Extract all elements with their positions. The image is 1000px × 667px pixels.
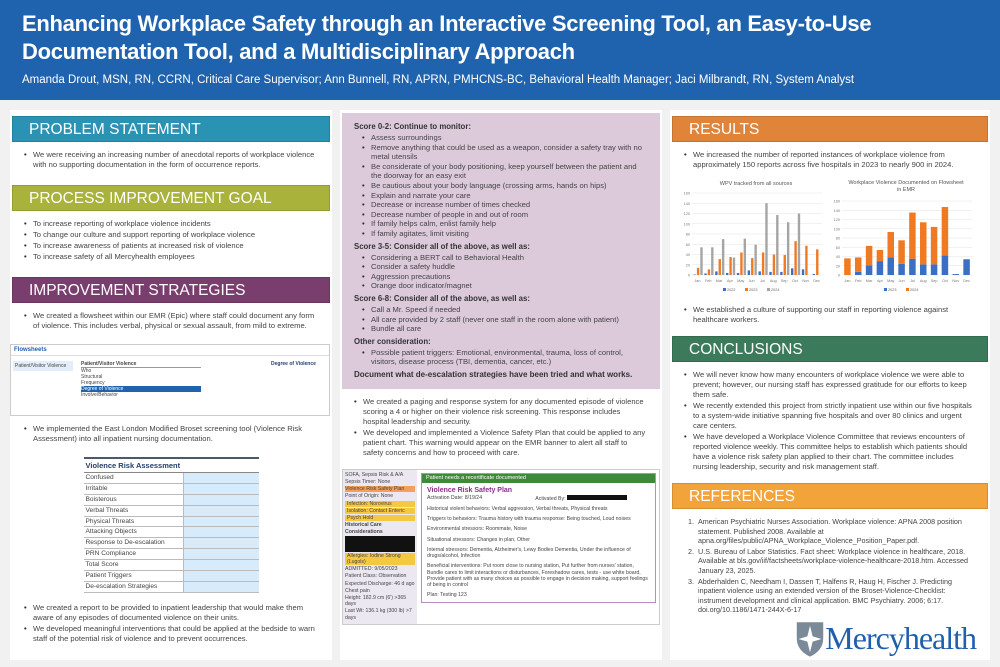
results-charts <box>670 175 990 297</box>
legend-label: 2024 <box>771 288 780 292</box>
y-tick-label: 60 <box>685 242 690 247</box>
bar-2024 <box>765 203 767 275</box>
reference-item: 2. U.S. Bureau of Labor Statistics. Fact sheet: Workplace violence in healthcare, 2018. Available at bls.gov/iif/factsheets/workplace-violence-healthcare-2018.htm. Accessed January 23, 2025. <box>696 547 976 576</box>
vra-input-cell[interactable] <box>184 582 259 592</box>
bar-2023 <box>866 265 873 275</box>
bar-2023 <box>888 257 895 275</box>
conclusions-heading: CONCLUSIONS <box>672 336 988 362</box>
list-item: • To increase awareness of patients at increased risk of violence <box>24 241 318 251</box>
x-tick-label: Mar <box>865 279 873 283</box>
vra-row <box>84 484 259 495</box>
flowsheet-row: Structural <box>81 374 103 380</box>
bar-2024 <box>711 247 713 275</box>
bar-2022 <box>694 274 696 275</box>
other-heading: Other consideration: <box>354 336 431 346</box>
redacted-name <box>567 495 627 500</box>
score-0-2-heading: Score 0-2: Continue to monitor: <box>354 122 471 131</box>
middle-list <box>340 389 662 463</box>
plan-line: Internal stressors: Dementia, Alzheimer's, Lewy Bodies Dementia, Under the influence of drugs/alcohol, Infection <box>427 546 631 560</box>
y-tick-label: 80 <box>685 232 690 237</box>
y-tick-label: 140 <box>833 208 840 213</box>
y-tick-label: 160 <box>683 191 690 196</box>
flowsheet-row: Who <box>81 368 92 374</box>
emr-sidebar-item: Patient Class: Observation <box>345 573 407 580</box>
vra-row-label: Patient Triggers <box>84 571 184 581</box>
bar-2022 <box>769 272 771 275</box>
bar-2023 <box>708 269 710 275</box>
emr-sidebar-item: SOFA, Sepsis Risk & A/A <box>345 471 404 478</box>
column-left <box>10 110 332 660</box>
bar-2023 <box>920 264 927 275</box>
other-list <box>354 348 648 368</box>
vra-input-cell[interactable] <box>184 495 259 505</box>
emr-safety-plan-screenshot <box>342 469 660 625</box>
flowsheet-title: Flowsheets <box>11 345 329 356</box>
emr-sidebar-item: Point of Origin: None <box>345 493 394 500</box>
bar-2023 <box>953 274 960 275</box>
bar-2024 <box>844 258 851 275</box>
emr-sidebar-item: Last Wt: 136.1 kg (300 lb) >7 days <box>345 608 412 621</box>
bar-2023 <box>963 259 970 275</box>
x-tick-label: Nov <box>952 279 960 283</box>
list-item: • To increase safety of all Mercyhealth employees <box>24 252 318 262</box>
x-tick-label: Oct <box>941 279 948 283</box>
x-tick-label: Dec <box>813 279 820 283</box>
mercyhealth-logo <box>795 620 976 658</box>
list-item: • If family helps calm, enlist family help <box>362 219 648 229</box>
bar-2022 <box>726 273 728 275</box>
references-list <box>670 509 990 620</box>
list-item: • Be cautious about your body language (crossing arms, hands on hips) <box>362 181 648 191</box>
score-guidance-box <box>342 113 660 389</box>
list-item: • Explain and narrate your care <box>362 191 648 201</box>
activated-by <box>535 495 627 502</box>
strategies-heading: IMPROVEMENT STRATEGIES <box>12 277 330 303</box>
vra-input-cell[interactable] <box>184 506 259 516</box>
vra-row-label: Confused <box>84 473 184 483</box>
bar-2023 <box>931 264 938 275</box>
bar-2023 <box>784 255 786 275</box>
safety-plan-popup <box>421 473 656 603</box>
bar-2024 <box>754 245 756 275</box>
legend-swatch <box>906 288 909 291</box>
bar-2022 <box>704 273 706 275</box>
bar-2024 <box>744 239 746 275</box>
plan-line: Beneficial interventions: Put room close to nursing station, Put further from nurses' station, Bundle cares to limit interactions or disturbances, Foreshadow cares, tests - use white board, Provide patient with as many choices as possible to engage in decision making, support feelings of being in control <box>427 563 648 588</box>
activated-by-label: Activated By: <box>535 495 566 502</box>
vra-input-cell[interactable] <box>184 538 259 548</box>
plan-line: Historical violent behaviors: Verbal aggression, Verbal threats, Physical threats <box>427 506 608 513</box>
legend-swatch <box>884 288 887 291</box>
flowsheet-row: Involve/Behavior <box>81 392 118 398</box>
legend-label: 2022 <box>727 288 736 292</box>
score-3-5-heading: Score 3-5: Consider all of the above, as well as: <box>354 241 530 251</box>
legend-swatch <box>767 288 770 291</box>
flowsheet-group-label: Patient/Visitor Violence <box>81 361 201 368</box>
score-3-5-list <box>354 253 648 292</box>
bar-2024 <box>888 232 895 257</box>
x-tick-label: Oct <box>791 279 798 283</box>
strategies-list-2 <box>10 416 332 449</box>
x-tick-label: Apr <box>876 279 883 283</box>
bar-2024 <box>866 246 873 265</box>
vra-row-label: De-escalation Strategies <box>84 582 184 592</box>
x-tick-label: Jan <box>844 279 851 283</box>
vra-row <box>84 527 259 538</box>
flowsheet-screenshot <box>10 344 330 416</box>
x-tick-label: Sep <box>780 279 788 283</box>
score-footer: Document what de-escalation strategies have been tried and what works. <box>354 369 633 379</box>
list-item: • Aggression precautions <box>362 272 648 282</box>
chart-title: Workplace Violence Documented on Flowsheet <box>848 180 964 186</box>
bar-2024 <box>787 222 789 275</box>
vra-row-label: Response to De-escalation <box>84 538 184 548</box>
vra-input-cell[interactable] <box>184 484 259 494</box>
list-item: • To increase reporting of workplace violence incidents <box>24 219 318 229</box>
plan-line: Environmental stressors: Roommate, Noise <box>427 526 528 533</box>
bar-2022 <box>813 274 815 275</box>
results-list <box>670 142 990 175</box>
bar-2023 <box>762 252 764 275</box>
emr-sidebar-item: Allergies: Iodine Strong (Lugols) <box>345 553 415 565</box>
vra-row <box>84 538 259 549</box>
bar-2023 <box>719 259 721 275</box>
bar-2022 <box>802 269 804 275</box>
emr-banner: Patient needs a recertificate documented <box>422 474 655 483</box>
legend-label: 2023 <box>749 288 758 292</box>
y-tick-label: 0 <box>837 273 840 278</box>
reference-item: 1. American Psychiatric Nurses Association. Workplace violence: APNA 2008 position statement. Published 2008. Available at apna.org/files/public/APNA_Workplace_Violence_Position_Paper.pdf. <box>696 517 976 546</box>
list-item: • We developed and implemented a Violence Safety Plan that could be applied to any patient chart. This warning would appear on the EMR banner to alert all staff to safety concerns and how to proceed with care. <box>354 428 648 458</box>
vra-row-label: PRN Compliance <box>84 549 184 559</box>
vra-row <box>84 495 259 506</box>
column-right <box>670 110 990 660</box>
legend-label: 2024 <box>910 288 919 292</box>
list-item: • Decrease number of people in and out of room <box>362 210 648 220</box>
bar-2024 <box>877 250 884 261</box>
x-tick-label: Dec <box>963 279 970 283</box>
emr-sidebar-item: Sepsis Timer: None <box>345 479 391 486</box>
x-tick-label: Aug <box>769 279 777 283</box>
bar-2023 <box>740 252 742 275</box>
bar-2024 <box>931 227 938 264</box>
list-item: • Possible patient triggers: Emotional, environmental, trauma, loss of control, visitors, disease process (TBI, dementia, cancer, etc.) <box>362 348 648 367</box>
y-tick-label: 40 <box>835 255 840 259</box>
bar-2023 <box>877 261 884 275</box>
results-heading: RESULTS <box>672 116 988 142</box>
y-tick-label: 120 <box>833 218 840 222</box>
vra-row <box>84 560 259 571</box>
y-tick-label: 140 <box>683 201 690 206</box>
bar-2022 <box>748 270 750 275</box>
vra-input-cell[interactable] <box>184 517 259 527</box>
y-tick-label: 20 <box>685 263 690 268</box>
emr-sidebar-item: Height: 182.9 cm (6') >365 days <box>345 594 407 608</box>
shield-cross-icon <box>795 620 825 658</box>
bar-2023 <box>898 264 905 275</box>
y-tick-label: 60 <box>835 245 840 250</box>
bar-2024 <box>798 214 800 276</box>
x-tick-label: Jul <box>909 279 915 283</box>
bar-2023 <box>942 256 949 275</box>
bar-2024 <box>920 222 927 264</box>
bar-2023 <box>909 259 916 275</box>
bar-2024 <box>942 207 949 256</box>
wpv-flowsheet-chart <box>826 177 976 299</box>
list-item: • Considering a BERT call to Behavioral Health <box>362 253 648 263</box>
violence-risk-assessment-table <box>84 457 259 593</box>
plan-line: Plan: Testing 123 <box>427 592 467 599</box>
vra-row <box>84 549 259 560</box>
goal-list <box>10 211 332 267</box>
vra-row <box>84 517 259 528</box>
bar-2023 <box>751 258 753 275</box>
x-tick-label: Apr <box>726 279 733 283</box>
list-item: • We created a report to be provided to inpatient leadership that would make them aware of any episodes of documented violence on their units. <box>24 603 318 623</box>
chart-title-line2: in EMR <box>896 187 916 193</box>
x-tick-label: May <box>887 279 895 283</box>
vra-row <box>84 582 259 593</box>
flowsheet-grid <box>81 361 201 398</box>
bar-2023 <box>773 255 775 276</box>
emr-sidebar-item: Psych Hold <box>345 515 415 521</box>
vra-row-label: Total Score <box>84 560 184 570</box>
list-item: • All care provided by 2 staff (never one staff in the room alone with patient) <box>362 315 648 325</box>
list-item: • We created a paging and response system for any documented episode of violence scoring a 4 or higher on their violence risk screening. This response includes hospital leadership and security. <box>354 397 648 427</box>
x-tick-label: Mar <box>715 279 723 283</box>
score-6-8-heading: Score 6-8: Consider all of the above, as well as: <box>354 293 530 303</box>
bar-2024 <box>776 215 778 275</box>
strategies-list-3 <box>10 593 332 649</box>
list-item: • Be considerate of your body positioning, keep yourself between the patient and the doorway for an easy exit <box>362 162 648 181</box>
list-item: • We increased the number of reported instances of workplace violence from approximately 150 reports across five hospitals in 2023 to nearly 900 in 2024. <box>684 150 976 170</box>
emr-sidebar-item[interactable]: Violence Risk Safety Plan <box>345 486 415 492</box>
plan-line: Triggers to behaviors: Trauma history with trauma response: Being touched, Loud noises <box>427 516 631 523</box>
y-tick-label: 20 <box>835 264 840 269</box>
bar-2022 <box>759 271 761 275</box>
vra-row <box>84 506 259 517</box>
list-item: • We were receiving an increasing number of anecdotal reports of workplace violence with no supporting documentation in the form of occurrence reports. <box>24 150 318 170</box>
score-6-8-list <box>354 305 648 335</box>
x-tick-label: Feb <box>704 279 712 283</box>
score-0-2-list <box>354 133 648 240</box>
x-tick-label: May <box>737 279 745 283</box>
emr-sidebar-item: Historical Care Considerations <box>345 522 383 535</box>
vra-row <box>84 571 259 582</box>
chart-title: WPV tracked from all sources <box>719 181 793 187</box>
x-tick-label: Jul <box>759 279 765 283</box>
bar-2022 <box>791 268 793 275</box>
list-item: • We will never know how many encounters of workplace violence we were able to prevent; however, our nursing staff has expressed gratitude for our efforts to keep them safe. <box>684 370 976 400</box>
list-item: • Remove anything that could be used as a weapon, consider a safety tray with no metal utensils <box>362 143 648 162</box>
activation-date: Activation Date: 8/19/24 <box>427 494 483 501</box>
list-item: • We established a culture of supporting our staff in reporting violence against healthcare workers. <box>684 305 976 325</box>
bar-2024 <box>722 239 724 275</box>
emr-sidebar <box>343 470 417 624</box>
x-tick-label: Sep <box>930 279 938 283</box>
bar-2022 <box>737 273 739 275</box>
bar-2024 <box>855 257 862 271</box>
emr-sidebar-item: Infection: Norovirus <box>345 501 415 507</box>
bar-2023 <box>794 241 796 275</box>
bar-2023 <box>729 257 731 275</box>
list-item: • Call a Mr. Speed if needed <box>362 305 648 315</box>
problem-heading: PROBLEM STATEMENT <box>12 116 330 142</box>
vra-input-cell[interactable] <box>184 560 259 570</box>
list-item: • We developed meaningful interventions that could be applied at the bedside to warn staff of the potential risk of violence and to prevent occurrences. <box>24 624 318 644</box>
vra-row <box>84 473 259 484</box>
logo-text: Mercyhealth <box>825 620 976 657</box>
list-item: • If family agitates, limit visiting <box>362 229 648 239</box>
vra-row-label: Irritable <box>84 484 184 494</box>
legend-swatch <box>745 288 748 291</box>
list-item: • We have developed a Workplace Violence Committee that reviews encounters of reported violence weekly. This committee helps to establish which patients should have a violence risk safety plan applied to their chart. The committee includes nursing leadership, security and risk management staff. <box>684 432 976 472</box>
list-item: • We created a flowsheet within our EMR (Epic) where staff could document any form of violence. This includes verbal, physical or sexual assault, from mild to extreme. <box>24 311 318 331</box>
x-tick-label: Nov <box>802 279 810 283</box>
list-item: • Bundle all care <box>362 324 648 334</box>
bar-2022 <box>780 272 782 275</box>
column-middle <box>340 110 662 660</box>
vra-row-label: Boisterous <box>84 495 184 505</box>
conclusions-list <box>670 362 990 477</box>
x-tick-label: Jun <box>898 279 905 283</box>
bar-2023 <box>855 272 862 275</box>
emr-sidebar-item: Isolation: Contact Enteric <box>345 508 415 514</box>
vra-row-label: Physical Threats <box>84 517 184 527</box>
flowsheet-group: Patient/Visitor Violence <box>15 363 67 369</box>
poster-title: Enhancing Workplace Safety through an Interactive Screening Tool, an Easy-to-Use Documentation Tool, and a Multidisciplinary Approach <box>22 11 872 64</box>
list-item: • Decrease or increase number of times checked <box>362 200 648 210</box>
emr-sidebar-item: Chest pain <box>345 587 370 594</box>
flowsheet-row: Degree of Violence <box>81 386 201 392</box>
y-tick-label: 160 <box>833 199 840 204</box>
legend-swatch <box>723 288 726 291</box>
problem-list <box>10 142 332 175</box>
y-tick-label: 120 <box>683 212 690 216</box>
bar-2024 <box>700 247 702 275</box>
y-tick-label: 100 <box>833 227 840 232</box>
bar-2023 <box>697 268 699 275</box>
bar-2023 <box>816 249 818 275</box>
vra-row-label: Verbal Threats <box>84 506 184 516</box>
plan-line: Situational stressors: Changes in plan, Other <box>427 536 530 543</box>
list-item: • To change our culture and support reporting of workplace violence <box>24 230 318 240</box>
reference-item: 3. Abderhalden C, Needham I, Dassen T, Halfens R, Haug H, Fischer J. Predicting inpatient violence using an extended version of the Broset-Violence-Checklist: instrument development and clinical application. BMC Psychiatry. 2006; 6:17. doi.org/10.1186/1471-244X-6-17 <box>696 577 976 615</box>
wpv-all-sources-chart <box>676 177 826 299</box>
references-heading: REFERENCES <box>672 483 988 509</box>
legend-label: 2023 <box>888 288 897 292</box>
vra-input-cell[interactable] <box>184 571 259 581</box>
emr-sidebar-item: ADMITTED: 9/05/2023 <box>345 566 398 573</box>
redacted-block <box>345 536 415 552</box>
x-tick-label: Feb <box>854 279 862 283</box>
flowsheet-panel: Degree of Violence <box>271 361 316 367</box>
authors: Amanda Drout, MSN, RN, CCRN, Critical Care Supervisor; Ann Bunnell, RN, APRN, PMHCNS-BC, Behavioral Health Manager; Jaci Milbrandt, RN, System Analyst <box>22 74 855 86</box>
x-tick-label: Jun <box>748 279 755 283</box>
x-tick-label: Jan <box>694 279 701 283</box>
plan-title: Violence Risk Safety Plan <box>427 486 513 494</box>
y-tick-label: 100 <box>683 222 690 227</box>
strategies-list <box>10 303 332 336</box>
bar-2022 <box>715 271 717 275</box>
bar-2024 <box>733 258 735 275</box>
bar-2023 <box>805 246 807 275</box>
poster-header <box>0 0 1000 100</box>
vra-input-cell[interactable] <box>184 549 259 559</box>
flowsheet-row: Frequency <box>81 380 105 386</box>
list-item: • Assess surroundings <box>362 133 648 143</box>
bar-2024 <box>898 240 905 264</box>
bar-2024 <box>909 213 916 259</box>
y-tick-label: 0 <box>687 273 690 278</box>
results-list-2 <box>670 297 990 330</box>
flowsheet-sidebar <box>13 361 73 371</box>
list-item: • We implemented the East London Modified Broset screening tool (Violence Risk Assessment) into all inpatient nursing documentation. <box>24 424 318 444</box>
vra-title: Violence Risk Assessment <box>84 459 259 473</box>
list-item: • We recently extended this project from strictly inpatient use within our five hospitals to a system-wide initiative spanning five hospitals and over 80 clinics and urgent care centers. <box>684 401 976 431</box>
vra-input-cell[interactable] <box>184 527 259 537</box>
vra-row-label: Attacking Objects <box>84 527 184 537</box>
emr-sidebar-item: Expected Discharge: 46 d ago <box>345 580 415 587</box>
list-item: • Consider a safety huddle <box>362 262 648 272</box>
y-tick-label: 80 <box>835 236 840 241</box>
x-tick-label: Aug <box>919 279 927 283</box>
list-item: • Orange door indicator/magnet <box>362 281 648 291</box>
goal-heading: PROCESS IMPROVEMENT GOAL <box>12 185 330 211</box>
vra-input-cell[interactable] <box>184 473 259 483</box>
y-tick-label: 40 <box>685 253 690 257</box>
